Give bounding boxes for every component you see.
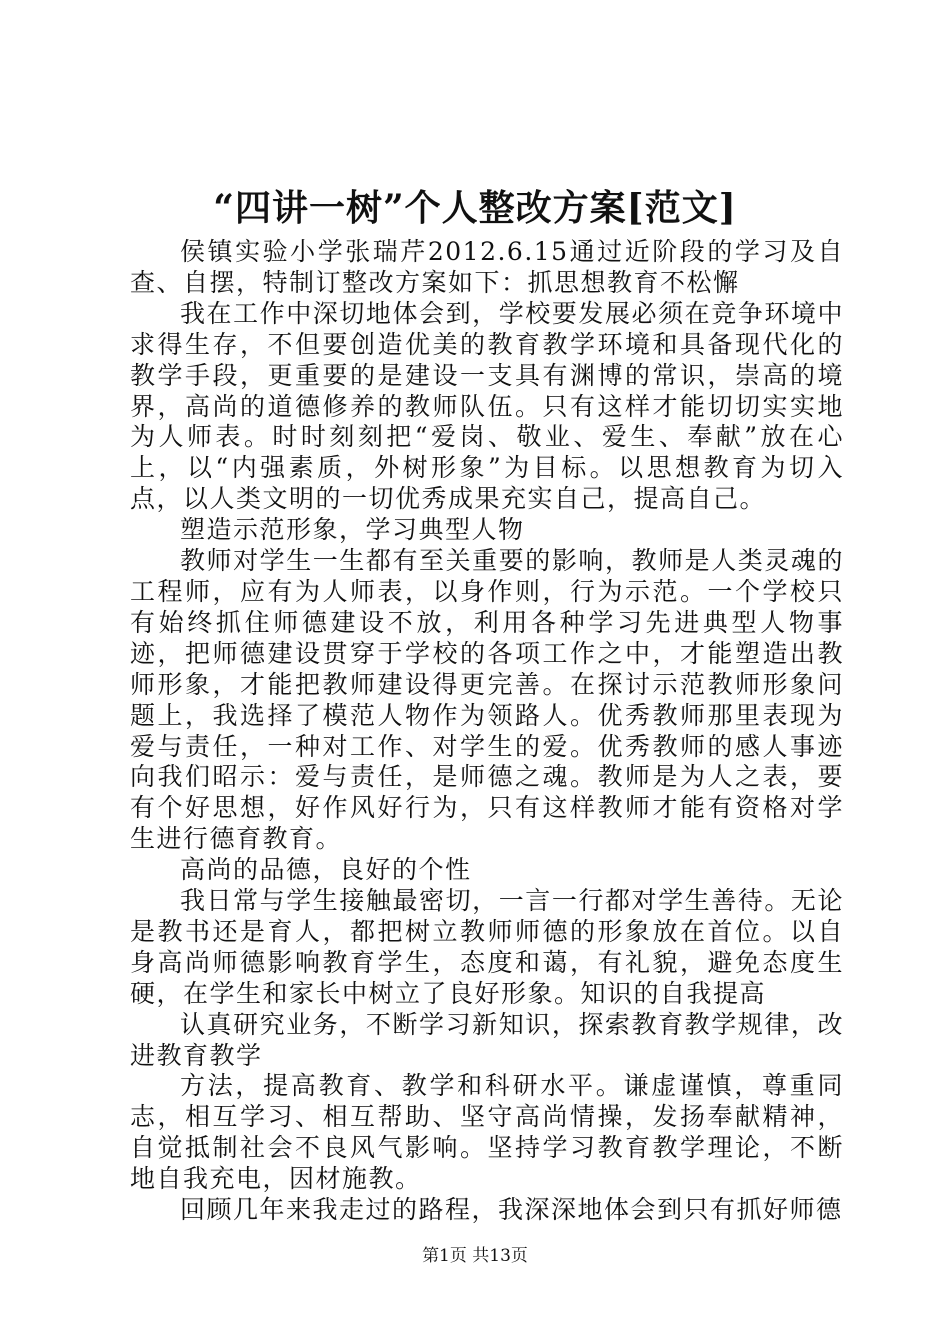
paragraph-methods: 方法，提高教育、教学和科研水平。谦虚谨慎，尊重同志，相互学习、相互帮助、坚守高尚情操，发扬奉献精神，自觉抵制社会不良风气影响。坚持学习教育教学理论，不断地自我充电，因材施教。 [130,1071,844,1194]
section-heading-model-image: 塑造示范形象，学习典型人物 [180,515,525,545]
section-heading-character: 高尚的品德，良好的个性 [180,855,472,885]
paragraph-daily-contact: 我日常与学生接触最密切，一言一行都对学生善待。无论是教书还是育人，都把树立教师师德的形象放在首位。以自身高尚师德影响教育学生，态度和蔼，有礼貌，避免态度生硬，在学生和家长中树立了良好形象。知识的自我提高 [130,886,844,1008]
paragraph-review: 回顾几年来我走过的路程，我深深地体会到只有抓好师德 [180,1195,843,1225]
paragraph-study-business: 认真研究业务，不断学习新知识，探索教育教学规律，改进教育教学 [130,1009,844,1070]
paragraph-thought-education: 我在工作中深切地体会到，学校要发展必须在竞争环境中求得生存，不但要创造优美的教育教学环境和具备现代化的教学手段，更重要的是建设一支具有渊博的常识，崇高的境界，高尚的道德修养的教师队伍。只有这样才能切切实实地为人师表。时时刻刻把“爱岗、敬业、爱生、奉献”放在心上，以“内强素质，外树形象”为目标。以思想教育为切入点，以人类文明的一切优秀成果充实自己，提高自己。 [130,298,844,514]
page-number-footer: 第1页 共13页 [422,1246,528,1266]
paragraph-teacher-influence: 教师对学生一生都有至关重要的影响，教师是人类灵魂的工程师，应有为人师表，以身作则，行为示范。一个学校只有始终抓住师德建设不放，利用各种学习先进典型人物事迹，把师德建设贯穿于学校的各项工作之中，才能塑造出教师形象，才能把教师建设得更完善。在探讨示范教师形象问题上，我选择了模范人物作为领路人。优秀教师那里表现为爱与责任，一种对工作、对学生的爱。优秀教师的感人事迹向我们昭示：爱与责任，是师德之魂。教师是为人之表，要有个好思想，好作风好行为，只有这样教师才能有资格对学生进行德育教育。 [130,546,844,854]
paragraph-intro: 侯镇实验小学张瑞芹2012.6.15通过近阶段的学习及自查、自摆，特制订整改方案如下：抓思想教育不松懈 [130,237,844,297]
document-title: “四讲一树”个人整改方案[范文] [213,187,737,229]
document-body [130,237,844,1226]
